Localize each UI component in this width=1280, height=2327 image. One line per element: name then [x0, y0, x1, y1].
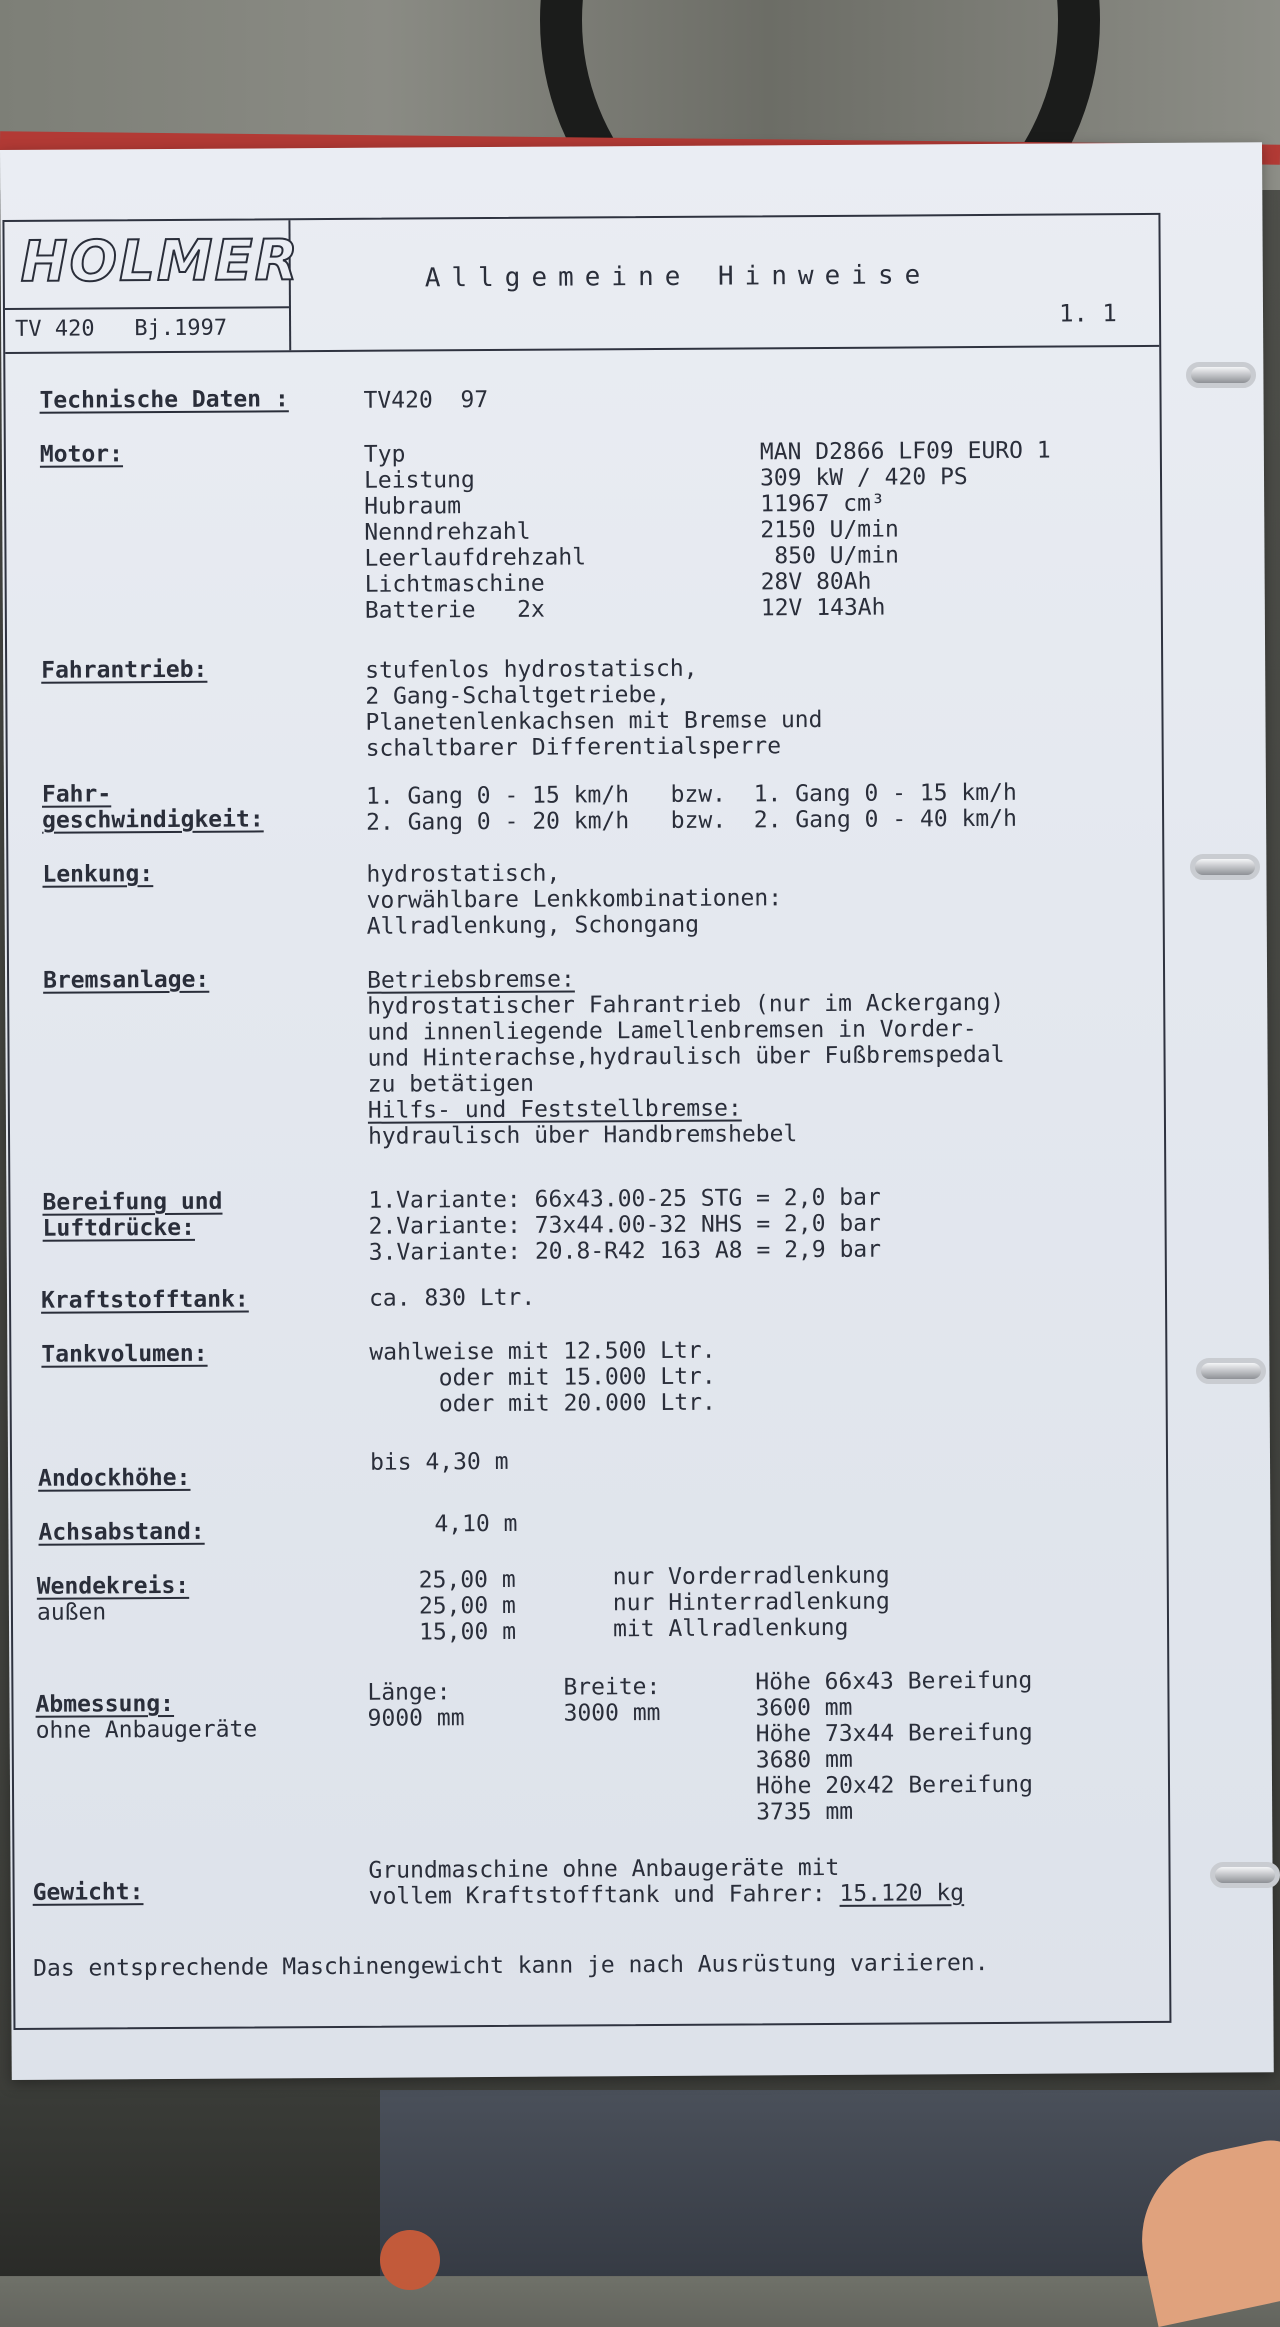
- abmessung-label: Abmessung:: [35, 1690, 175, 1718]
- section-number: 1. 1: [1058, 299, 1117, 328]
- binder-ring: [1186, 362, 1256, 388]
- motor-keys: Typ Leistung Hubraum Nenndrehzahl Leerlaufdrehzahl Lichtmaschine Batterie 2x: [363, 441, 587, 624]
- wendekreis-values: 25,00 m 25,00 m 15,00 m: [418, 1566, 517, 1646]
- gewicht-text: Grundmaschine ohne Anbaugeräte mit vollem Kraftstofftank und Fahrer: 15.120 kg: [368, 1854, 965, 1910]
- page-title: Allgemeine Hinweise: [424, 260, 932, 294]
- breite: Breite: 3000 mm: [563, 1673, 661, 1727]
- kraftstoff-value: ca. 830 Ltr.: [368, 1284, 536, 1312]
- tech-data-label: Technische Daten :: [39, 386, 289, 414]
- model-year: TV 420 Bj.1997: [5, 306, 289, 350]
- tankvolumen-label: Tankvolumen:: [41, 1340, 208, 1368]
- achsabstand-label: Achsabstand:: [38, 1518, 205, 1546]
- fahrantrieb-label: Fahrantrieb:: [41, 656, 208, 684]
- bremsanlage-text: Betriebsbremse: hydrostatischer Fahrantrieb (nur im Ackergang) und innenliegende Lamellenbremsen in Vorder- und Hinterachse,hydraulisch über Fußbremspedal zu betätigen Hilfs- und Feststellbremse: hydraulisch über Handbremshebel: [367, 966, 1005, 1150]
- wendekreis-sub: außen: [36, 1599, 107, 1626]
- binder-ring: [1196, 1358, 1266, 1384]
- lenkung-text: hydrostatisch, vorwählbare Lenkkombinationen: Allradlenkung, Schongang: [366, 860, 783, 940]
- bereifung-label-1: Bereifung und: [42, 1188, 223, 1216]
- andock-value: bis 4,30 m: [369, 1448, 509, 1476]
- kraftstoff-label: Kraftstofftank:: [40, 1286, 249, 1314]
- bereifung-label-2: Luftdrücke:: [42, 1214, 195, 1242]
- bereifung-text: 1.Variante: 66x43.00-25 STG = 2,0 bar 2.Variante: 73x44.00-32 NHS = 2,0 bar 3.Variante: 20.8-R42 163 A8 = 2,9 bar: [368, 1184, 882, 1266]
- speed-label-2: geschwindigkeit:: [42, 806, 264, 834]
- speed-text: 1. Gang 0 - 15 km/h bzw. 1. Gang 0 - 15 km/h 2. Gang 0 - 20 km/h bzw. 2. Gang 0 - 40 km/h: [365, 779, 1018, 836]
- binder-ring: [1210, 1862, 1280, 1888]
- laenge: Länge: 9000 mm: [367, 1679, 465, 1732]
- wendekreis-label: Wendekreis:: [36, 1572, 190, 1600]
- tankvolumen-text: wahlweise mit 12.500 Ltr. oder mit 15.000 Ltr. oder mit 20.000 Ltr.: [369, 1337, 716, 1418]
- lenkung-label: Lenkung:: [42, 861, 154, 888]
- speed-label-1: Fahr-: [41, 781, 112, 808]
- fahrantrieb-text: stufenlos hydrostatisch, 2 Gang-Schaltgetriebe, Planetenlenkachsen mit Bremse und schaltbarer Differentialsperre: [365, 655, 823, 762]
- page-header: [4, 215, 1159, 354]
- footer-note: Das entsprechende Maschinengewicht kann je nach Ausrüstung variieren.: [33, 1949, 989, 1982]
- tech-data-value: TV420 97: [363, 387, 489, 414]
- motor-label: Motor:: [39, 441, 124, 468]
- logo-box: [4, 220, 301, 352]
- holmer-logo: HOLMER: [20, 228, 301, 295]
- wendekreis-desc: nur Vorderradlenkung nur Hinterradlenkung mit Allradlenkung: [612, 1562, 890, 1643]
- binder-ring: [1190, 854, 1260, 880]
- hoehe: Höhe 66x43 Bereifung 3600 mm Höhe 73x44 Bereifung 3680 mm Höhe 20x42 Bereifung 3735 mm: [755, 1667, 1034, 1826]
- gewicht-label: Gewicht:: [32, 1879, 144, 1906]
- motor-values: MAN D2866 LF09 EURO 1 309 kW / 420 PS 11967 cm³ 2150 U/min 850 U/min 28V 80Ah 12V 143Ah: [759, 437, 1051, 622]
- abmessung-sub: ohne Anbaugeräte: [35, 1716, 258, 1744]
- bremsanlage-label: Bremsanlage:: [42, 966, 210, 994]
- achsabstand-value: 4,10 m: [434, 1510, 518, 1538]
- photo-cloth: [380, 2230, 440, 2290]
- document-page: [0, 142, 1274, 2080]
- andock-label: Andockhöhe:: [38, 1464, 191, 1492]
